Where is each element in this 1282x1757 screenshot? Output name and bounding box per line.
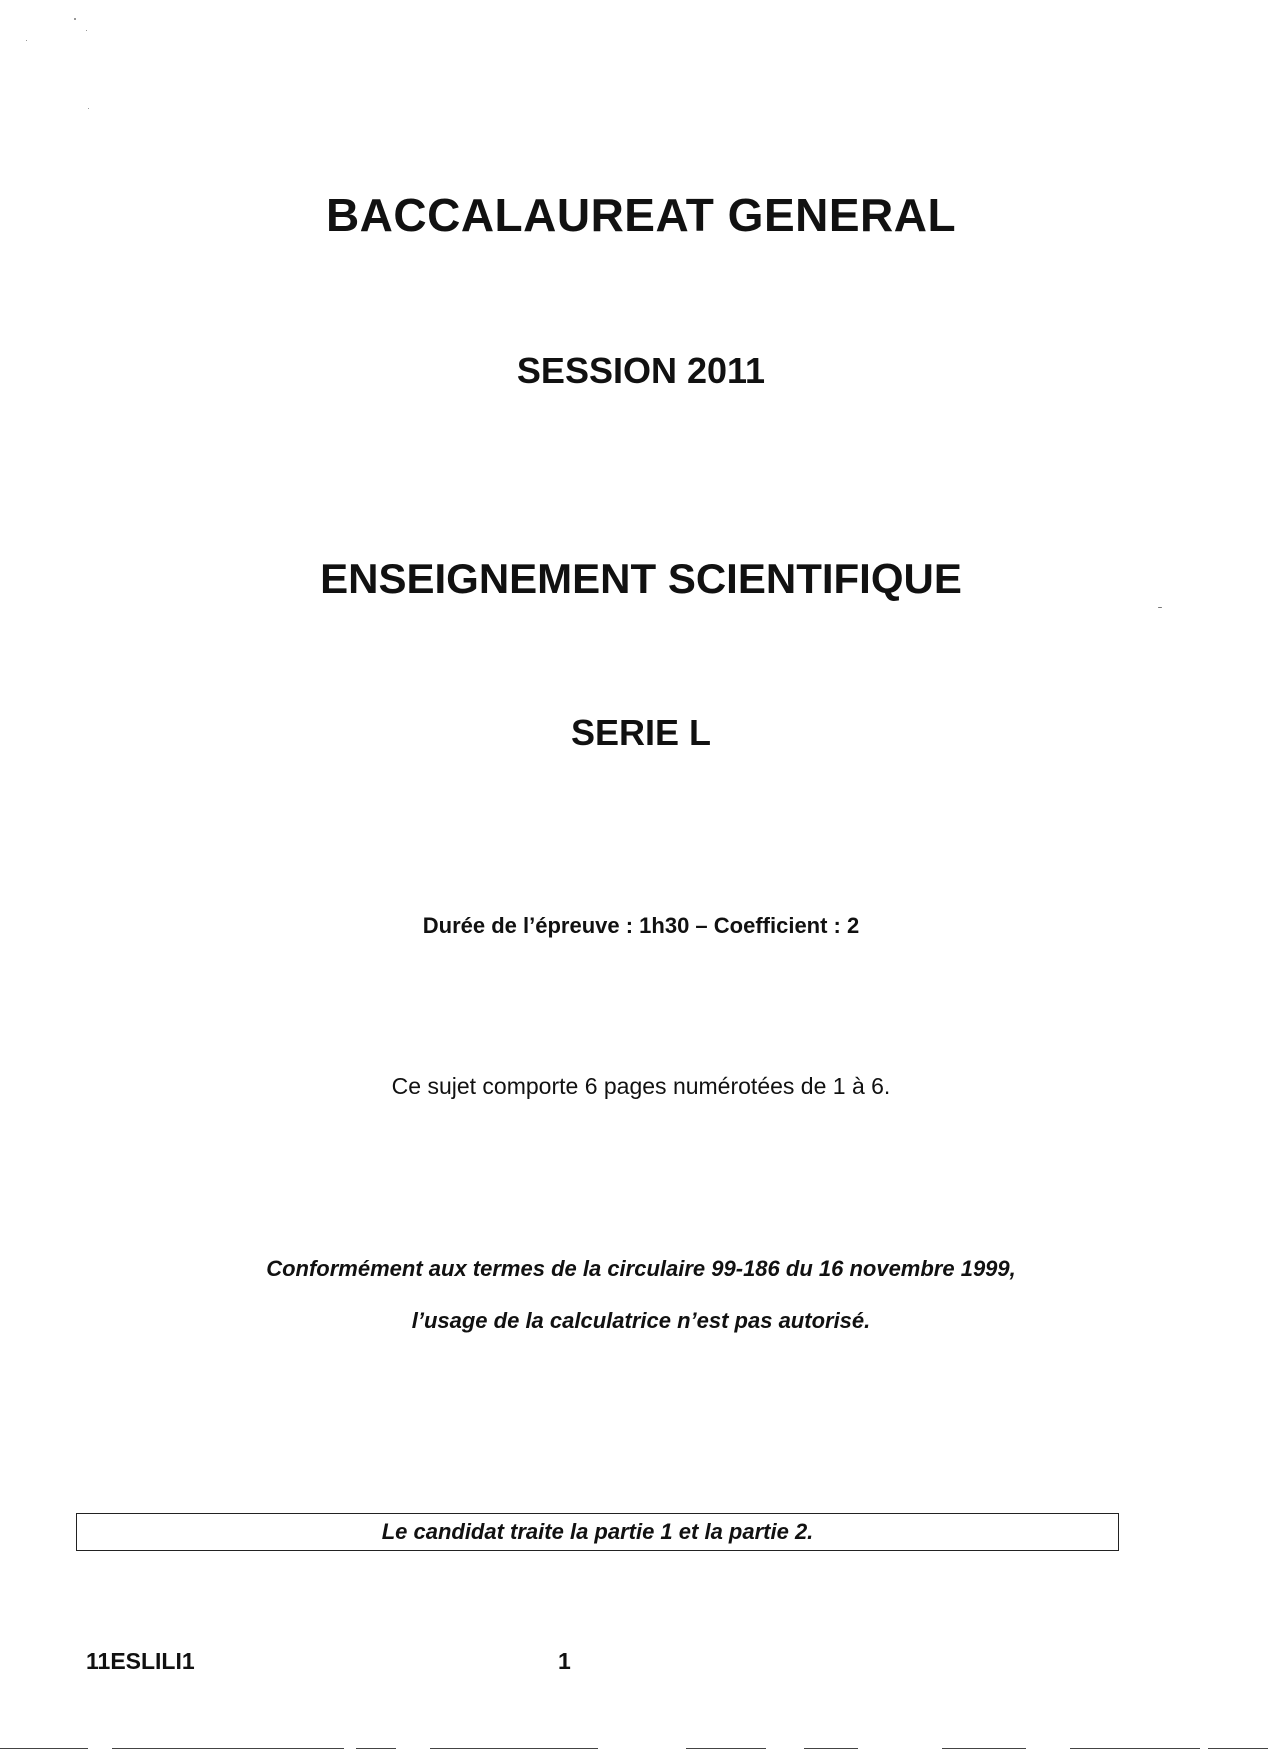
- candidate-instruction-box: [76, 1513, 1119, 1551]
- scan-speck: [26, 40, 27, 41]
- scan-speck: [88, 108, 89, 109]
- calculator-notice-line-1: Conformément aux termes de la circulaire 99-186 du 16 novembre 1999,: [266, 1256, 1016, 1281]
- scan-speck: [86, 30, 87, 31]
- candidate-instruction-text: Le candidat traite la partie 1 et la partie 2.: [381, 1519, 814, 1544]
- session-heading: SESSION 2011: [516, 350, 766, 391]
- scan-edge-line: [686, 1748, 766, 1749]
- scan-edge-line: [1070, 1748, 1200, 1749]
- scan-edge-line: [112, 1748, 344, 1749]
- scan-edge-line: [942, 1748, 1026, 1749]
- scan-edge-line: [430, 1748, 598, 1749]
- subject-heading: ENSEIGNEMENT SCIENTIFIQUE: [320, 555, 962, 602]
- subject-code: 11ESLILI1: [86, 1648, 195, 1674]
- exam-title: BACCALAUREAT GENERAL: [325, 189, 957, 241]
- scan-edge-line: [356, 1748, 396, 1749]
- calculator-notice-line-2: l’usage de la calculatrice n’est pas autorisé.: [411, 1308, 871, 1333]
- scan-edge-line: [1208, 1748, 1268, 1749]
- page-count-statement: Ce sujet comporte 6 pages numérotées de 1 à 6.: [391, 1073, 891, 1099]
- scan-speck: [74, 18, 76, 20]
- scan-edge-line: [0, 1748, 88, 1749]
- series-heading: SERIE L: [570, 712, 712, 753]
- scan-edge-line: [804, 1748, 858, 1749]
- duration-coefficient: Durée de l’épreuve : 1h30 – Coefficient : 2: [422, 913, 860, 938]
- scan-speck: [1158, 607, 1162, 608]
- page-number: 1: [558, 1648, 571, 1674]
